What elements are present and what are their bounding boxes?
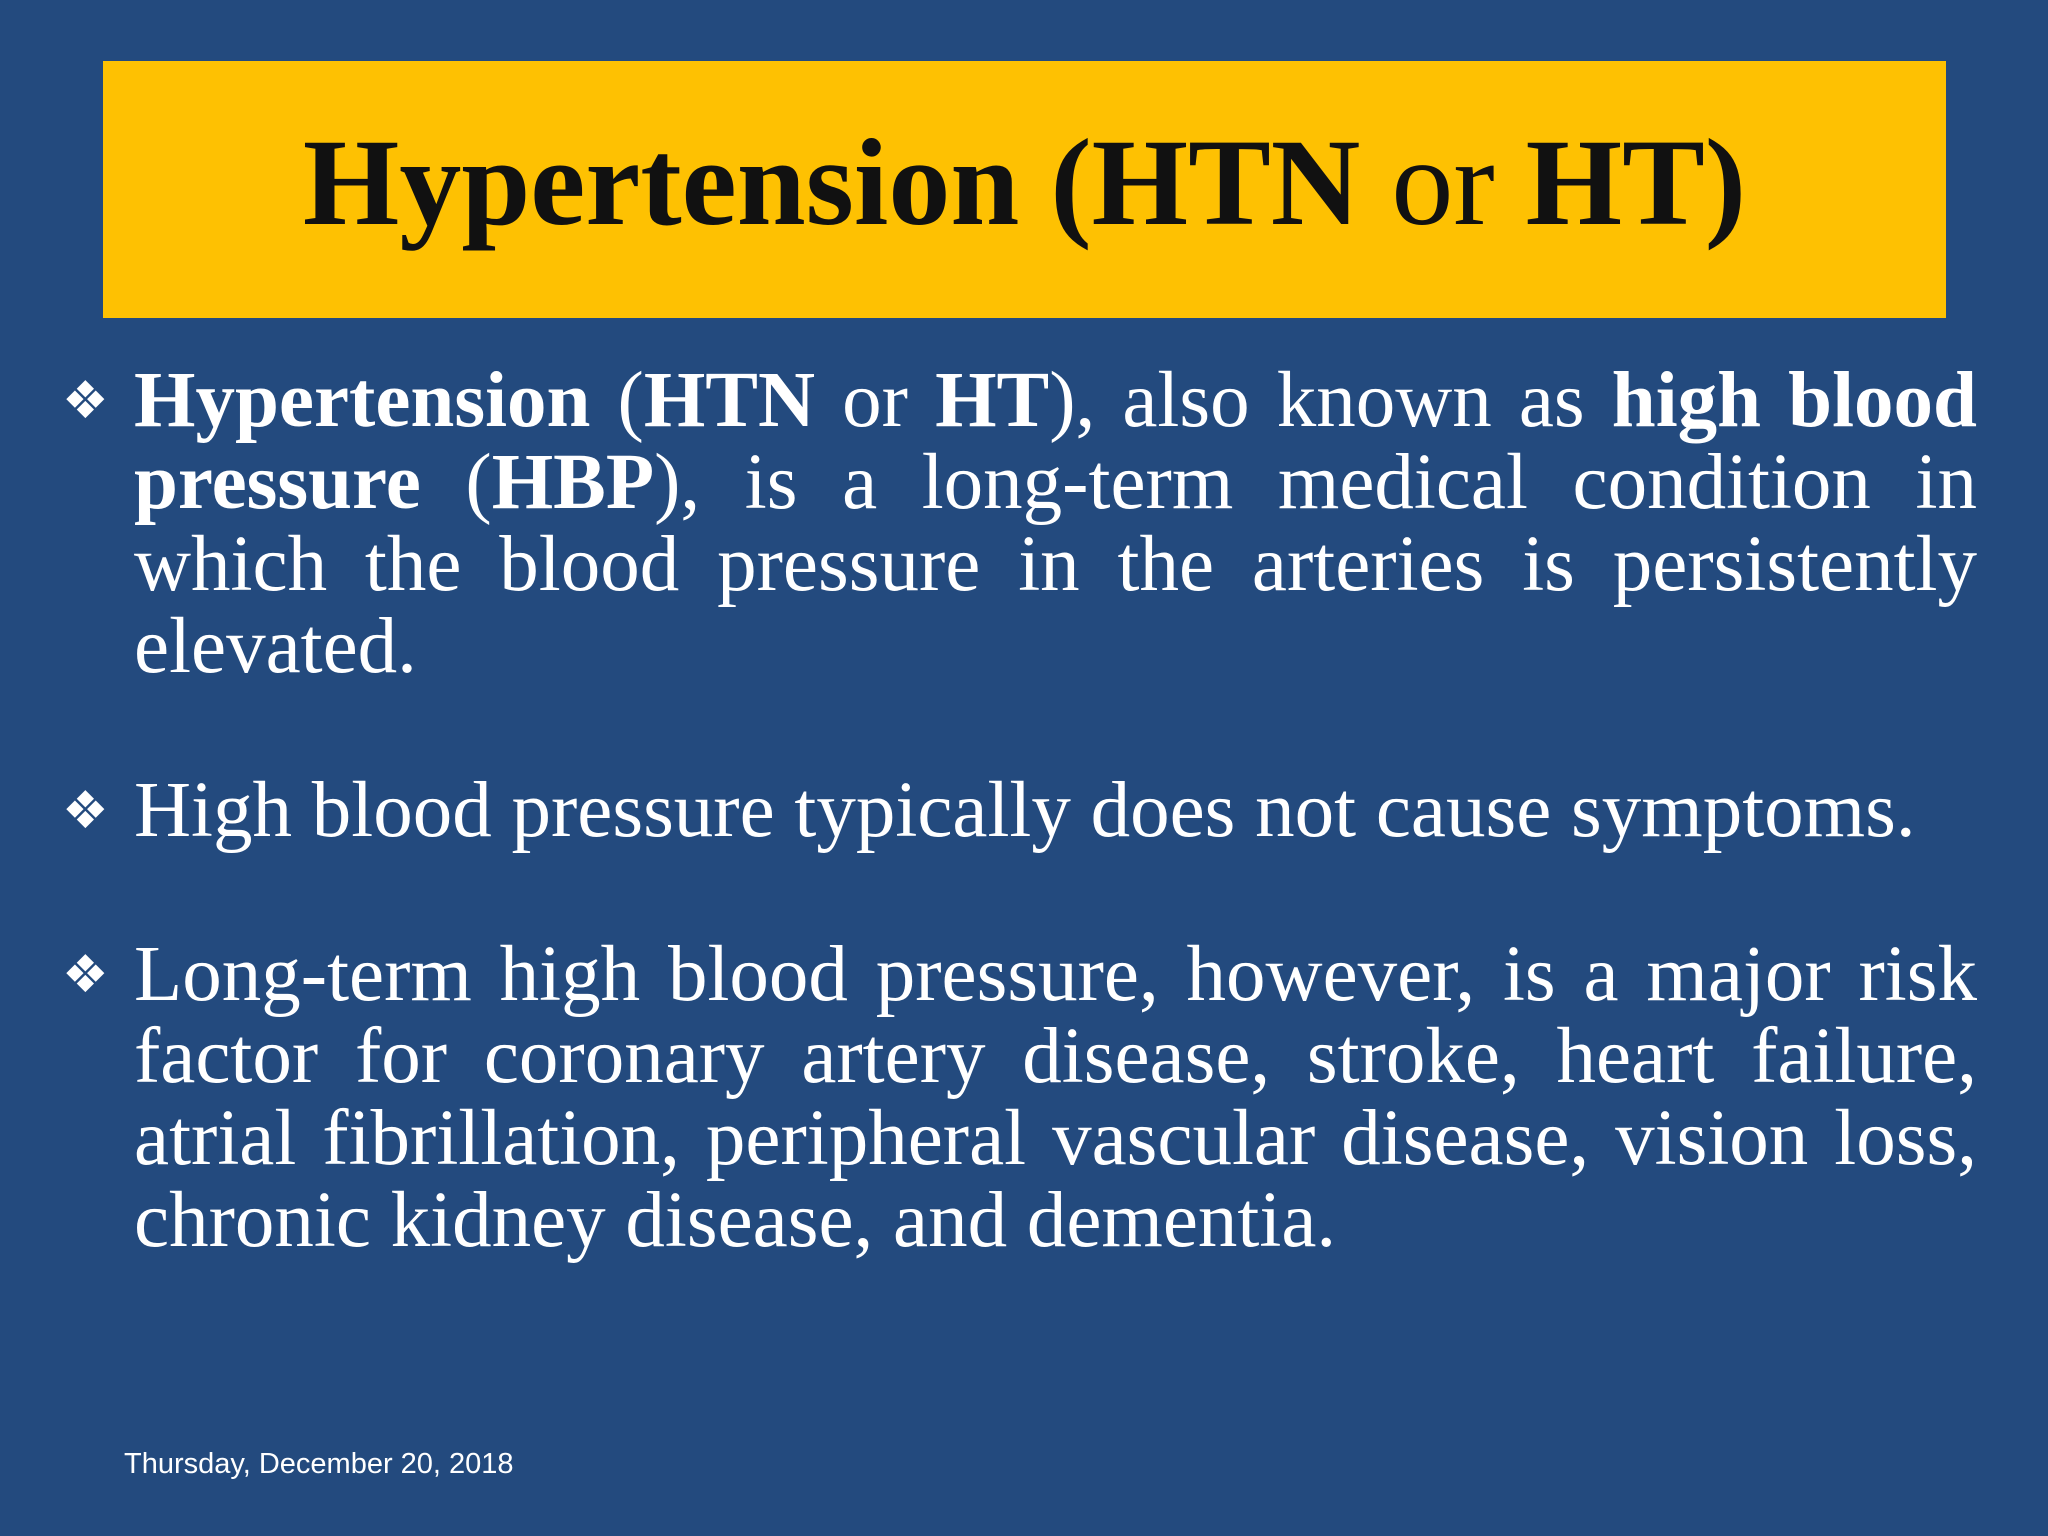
text-run: ( — [590, 357, 644, 444]
bullet-text: High blood pressure typically does not cause symptoms. — [134, 767, 1916, 854]
bullet-definition — [62, 357, 1977, 690]
text-run: or — [815, 357, 936, 444]
bullet-risk-factors — [62, 931, 1977, 1264]
text-run: ), also known as — [1049, 357, 1612, 444]
term-high-blood-pressure: high blood pressure — [134, 357, 1977, 526]
term-htn: HTN — [643, 357, 816, 444]
bullet-list — [62, 357, 1977, 1264]
text-run: ), is a long-term medical condition in which the blood pressure in the arteries is persistently elevated. — [134, 439, 1977, 690]
text-run: ( — [420, 439, 492, 526]
title-main: Hypertension (HTN — [302, 113, 1361, 251]
diamond-bullet-icon: ❖ — [62, 945, 109, 1005]
title-band — [103, 61, 1946, 318]
slide-date: Thursday, December 20, 2018 — [124, 1448, 514, 1480]
slide-title — [302, 113, 1747, 251]
title-or: or — [1391, 113, 1495, 251]
term-hbp: HBP — [491, 439, 655, 526]
diamond-bullet-icon: ❖ — [62, 781, 109, 841]
bullet-symptoms — [62, 767, 1977, 854]
term-ht: HT — [935, 357, 1050, 444]
bullet-text: Long-term high blood pressure, however, is a major risk factor for coronary artery disease, stroke, heart failure, atrial fibrillation, peripheral vascular disease, vision loss, chronic kidney disease, and dementia. — [134, 931, 1977, 1264]
term-hypertension: Hypertension — [134, 357, 591, 444]
diamond-bullet-icon: ❖ — [62, 371, 109, 431]
title-ht: HT) — [1525, 113, 1747, 251]
